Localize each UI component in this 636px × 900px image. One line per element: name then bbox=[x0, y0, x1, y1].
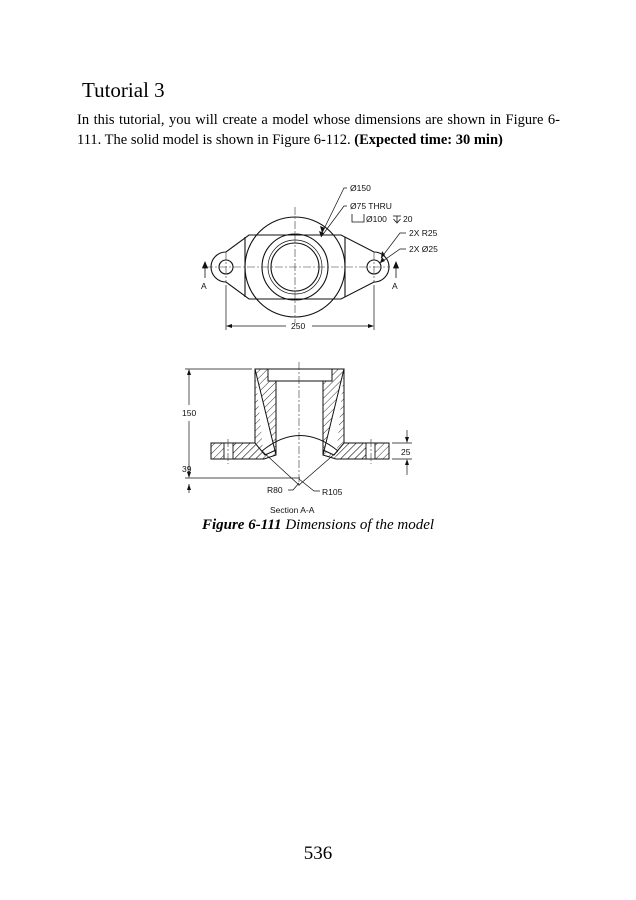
top-view-leaders bbox=[321, 188, 406, 263]
label-thru: Ø75 THRU bbox=[350, 201, 392, 211]
label-39: 39 bbox=[182, 464, 192, 474]
dim-150 bbox=[185, 369, 300, 478]
page-number: 536 bbox=[303, 843, 333, 864]
label-250: 250 bbox=[291, 321, 306, 331]
intro-paragraph bbox=[77, 111, 560, 150]
label-r105: R105 bbox=[322, 487, 343, 497]
technical-drawing bbox=[175, 178, 460, 518]
label-dia150: Ø150 bbox=[350, 183, 371, 193]
label-r80: R80 bbox=[267, 485, 283, 495]
label-cbore: Ø100 bbox=[366, 214, 387, 224]
expected-time: (Expected time: 30 min) bbox=[354, 131, 503, 148]
label-depth: 20 bbox=[403, 214, 413, 224]
intro-text: In this tutorial, you will create a model whose dimensions are shown in Figure 6-111. The solid model is shown in Figure 6-112. bbox=[77, 112, 560, 148]
caption-text: Dimensions of the model bbox=[285, 517, 435, 533]
depth-symbol-icon bbox=[393, 216, 401, 223]
section-view bbox=[211, 369, 389, 485]
figure-caption bbox=[0, 517, 636, 534]
label-150: 150 bbox=[182, 408, 197, 418]
label-r25: 2X R25 bbox=[409, 228, 438, 238]
top-view-arrowheads bbox=[319, 226, 385, 263]
section-label-left: A bbox=[201, 281, 207, 291]
figure-6-111 bbox=[175, 178, 460, 518]
cbore-symbol-icon bbox=[352, 214, 364, 222]
label-25: 25 bbox=[401, 447, 411, 457]
label-d25: 2X Ø25 bbox=[409, 244, 438, 254]
caption-label: Figure 6-111 bbox=[201, 517, 282, 533]
section-title: Section A-A bbox=[270, 505, 315, 515]
section-label-right: A bbox=[392, 281, 398, 291]
tutorial-heading: Tutorial 3 bbox=[82, 78, 165, 102]
